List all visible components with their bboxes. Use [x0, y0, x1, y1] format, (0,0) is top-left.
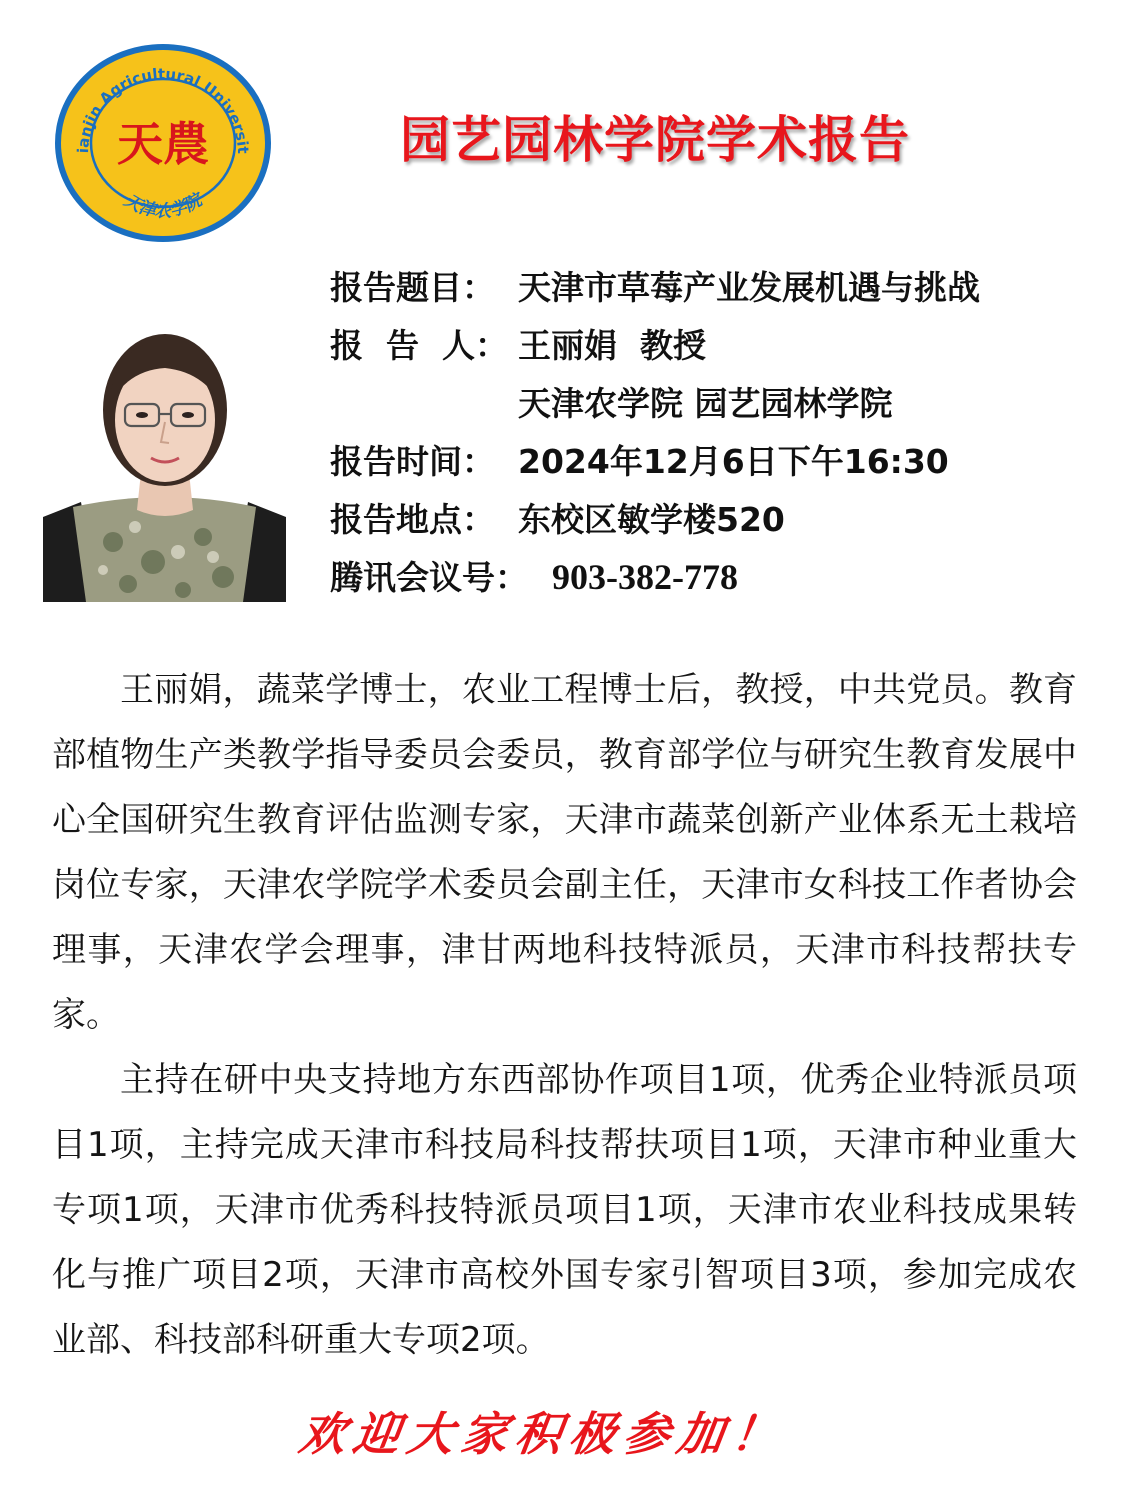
speaker-affiliation: 天津农学院 园艺园林学院 [518, 384, 893, 423]
welcome-message: 欢迎大家积极参加！ [295, 1407, 790, 1461]
topic-row [330, 262, 1110, 320]
bio-paragraph-2: 主持在研中央支持地方东西部协作项目1项，优秀企业特派员项目1项，主持完成天津市科技局科技帮扶项目1项，天津市种业重大专项1项，天津市优秀科技特派员项目1项，天津市农业科技成果转化与推广项目2项，天津市高校外国专家引智项目3项，参加完成农业部、科技部科研重大专项2项。 [52, 1060, 1077, 1360]
time-label: 报告时间： [330, 442, 495, 481]
speaker-row [330, 320, 1110, 378]
meeting-row [330, 552, 1110, 610]
report-info [330, 262, 1110, 610]
affiliation-row [330, 378, 1110, 436]
meeting-label: 腾讯会议号： [330, 558, 528, 597]
topic-value: 天津市草莓产业发展机遇与挑战 [518, 268, 980, 307]
logo-chinese-name: 天津农学院 [120, 190, 206, 222]
bio-paragraph-1: 王丽娟，蔬菜学博士，农业工程博士后，教授，中共党员。教育部植物生产类教学指导委员会委员，教育部学位与研究生教育发展中心全国研究生教育评估监测专家，天津市蔬菜创新产业体系无土栽培岗位专家，天津农学院学术委员会副主任，天津市女科技工作者协会理事，天津农学会理事，津甘两地科技特派员，天津市科技帮扶专家。 [52, 670, 1077, 1035]
time-value: 2024年12月6日下午16:30 [518, 442, 949, 481]
meeting-id: 903-382-778 [552, 557, 738, 597]
speaker-photo [43, 312, 286, 602]
speaker-value: 王丽娟 教授 [518, 326, 706, 365]
university-logo [52, 42, 274, 244]
place-value: 东校区敏学楼520 [518, 500, 785, 539]
time-row [330, 436, 1110, 494]
place-row [330, 494, 1110, 552]
logo-seal: 天農 [117, 117, 209, 171]
place-label: 报告地点： [330, 500, 495, 539]
speaker-bio [52, 658, 1077, 1373]
speaker-label: 报 告 人： [330, 326, 508, 365]
topic-label: 报告题目： [330, 268, 495, 307]
logo-ring-text: ianjin Agricultural Universit [73, 64, 253, 155]
page-title: 园艺园林学院学术报告 [400, 111, 910, 169]
